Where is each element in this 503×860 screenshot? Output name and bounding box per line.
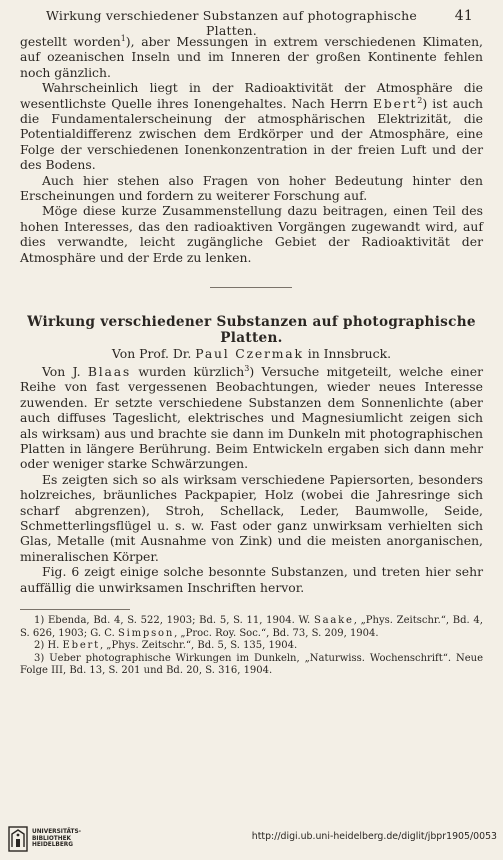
footnote-ref: 1: [120, 33, 126, 43]
footnote-divider: [20, 609, 130, 610]
person-name: Ebert: [373, 95, 418, 111]
running-title: Wirkung verschiedener Substanzen auf photographische Platten.: [46, 8, 417, 38]
heidelberg-library-logo-icon: [8, 826, 28, 852]
previous-article-text: [20, 34, 483, 265]
library-logo[interactable]: [8, 824, 88, 854]
author-line: Von Prof. Dr. Paul Czermak in Innsbruck.: [111, 346, 392, 361]
footnote: 1) Ebenda, Bd. 4, S. 522, 1903; Bd. 5, S. 11, 1904. W. Saake, „Phys. Zeitschr.“, Bd. 4, S. 626, 1903; G. C. Simpson, „Proc. Roy. Soc.“, Bd. 73, S. 209, 1904.: [20, 615, 483, 639]
paragraph: Wahrscheinlich liegt in der Radioaktivität der Atmosphäre die wesentlichste Quelle ihres Ionengehaltes. Nach Herrn Ebert$^2$) ist auch die Fundamentalerscheinung der atmosphärischen Elektrizität, die Potentialdifferenz zwischen dem Erdkörper und der Atmosphäre, eine Folge der verschiedenen Ionenkonzentration in der freien Luft und der des Bodens.: [20, 80, 483, 173]
paragraph: Möge diese kurze Zusammenstellung dazu beitragen, einen Teil des hohen Interesses, das den radioaktiven Vorgängen zugewandt wird, auf dies verwandte, leicht zugängliche Gebiet der Radioaktivität der Atmosphäre und der Erde zu lenken.: [20, 203, 483, 265]
person-name: Saake: [313, 615, 354, 626]
footnote: 3) Ueber photographische Wirkungen im Dunkeln, „Naturwiss. Wochenschrift“. Neue Folge III, Bd. 13, S. 201 und Bd. 20, S. 316, 1904.: [20, 652, 483, 677]
page-number: 41: [454, 8, 473, 24]
article-body: [20, 364, 483, 595]
person-name: Simpson: [117, 627, 175, 639]
library-logo-text: UNIVERSITÄTS- BIBLIOTHEK HEIDELBERG: [32, 829, 82, 849]
paragraph: Von J. Blaas wurden kürzlich$^3$) Versuche mitgeteilt, welche einer Reihe von fast vergessenen Beobachtungen, wieder neues Interesse zuwenden. Er setzte verschiedene Substanzen dem Sonnenlichte (aber auch diffuses Tageslicht, elektrisches und Magnesiumlicht zeigen sich als wirksam) aus und brachte sie dann im Dunkeln mit photographischen Platten in längere Berührung. Beim Entwickeln ergaben sich dann mehr oder weniger starke Schwärzungen.: [20, 363, 483, 472]
paragraph: Fig. 6 zeigt einige solche besonnte Substanzen, und treten hier sehr auffällig die unwirksamen Inschriften hervor.: [20, 564, 483, 595]
section-divider: [210, 287, 292, 288]
paragraph: Auch hier stehen also Fragen von hoher Bedeutung hinter den Erscheinungen und fordern zu weiterer Forschung auf.: [20, 172, 483, 204]
author-name: Paul Czermak: [195, 346, 304, 361]
person-name: Blaas: [87, 364, 132, 379]
article-title: Wirkung verschiedener Substanzen auf photographische Platten.: [27, 314, 476, 346]
footnotes: [20, 615, 483, 678]
paragraph: gestellt worden$^1$), aber Messungen in extrem verschiedenen Klimaten, auf ozeanischen Inseln und im Inneren der großen Kontinente fehlen noch gänzlich.: [20, 33, 484, 80]
footnote-ref: 2: [417, 95, 423, 105]
paragraph: Es zeigten sich so als wirksam verschiedene Papiersorten, besonders holzreiches, bräunliches Packpapier, Holz (wobei die Jahresringe sich scharf abgrenzen), Stroh, Schellack, Leder, Baumwolle, Seide, Schmetterlingsflügel u. s. w. Fast oder ganz unwirksam verhielten sich Glas, Metalle (mit Ausnahme von Zink) und die meisten anorganischen, mineralischen Körper.: [20, 471, 483, 564]
source-url-link[interactable]: http://digi.ub.uni-heidelberg.de/diglit/jbpr1905/0053: [251, 831, 497, 842]
footnote: 2) H. Ebert, „Phys. Zeitschr.“, Bd. 5, S. 135, 1904.: [34, 640, 298, 652]
person-name: Ebert: [62, 640, 100, 652]
footnote-ref: 3: [244, 363, 250, 373]
